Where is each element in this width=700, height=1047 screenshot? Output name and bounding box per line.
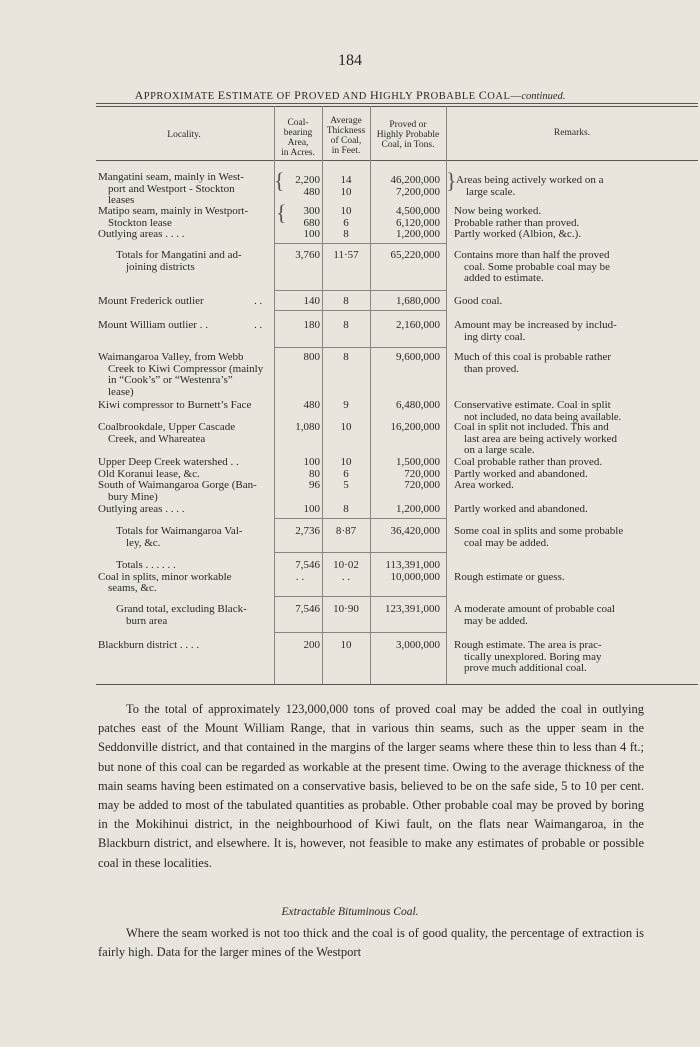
value-line: 10 (340, 205, 352, 217)
row-remarks (454, 296, 694, 308)
subtotal-rule (274, 632, 446, 633)
row-thickness (322, 250, 370, 262)
value-line: 4,500,000 (396, 205, 440, 217)
text-line: Totals . . . . . . (116, 559, 176, 571)
subtotal-rule (274, 243, 446, 244)
value-line: 800 (303, 351, 320, 363)
row-remarks (454, 206, 694, 229)
text-line: leases (108, 194, 135, 206)
row-proved (370, 400, 440, 412)
row-thickness (322, 640, 370, 652)
row-area (280, 504, 320, 516)
text-line: prove much additional coal. (464, 662, 587, 674)
title-part: ROBABLE (423, 91, 479, 102)
text-line: Coal in splits, minor workable (98, 570, 232, 583)
text-line: Creek, and Whareatea (108, 432, 206, 445)
header-area (274, 118, 322, 158)
text-line: Creek to Kiwi Compressor (mainly (108, 362, 264, 375)
value-line: 720,000 (404, 467, 440, 480)
header-line: Thickness (326, 126, 366, 136)
text-line: Area worked. (454, 479, 514, 491)
row-area (280, 422, 320, 434)
row-thickness (322, 400, 370, 412)
text-line: Mount William outlier . . (98, 319, 208, 331)
value-line: 8·87 (335, 525, 357, 537)
row-thickness (322, 352, 370, 364)
text-line: not included, no data being available. (464, 411, 622, 423)
title-part: OAL (487, 91, 511, 102)
value-line: 200 (303, 639, 320, 651)
value-line: 3,760 (295, 249, 320, 261)
text-line: on a large scale. (464, 444, 535, 456)
header-locality: Locality. (167, 130, 201, 140)
row-thickness (322, 175, 370, 198)
value-line: 100 (303, 228, 320, 240)
value-line: 10 (340, 421, 352, 433)
row-area (280, 352, 320, 364)
header-remarks: Remarks. (553, 128, 591, 138)
text-line: last area are being actively worked (464, 432, 618, 445)
text-line: Mount Frederick outlier (98, 295, 204, 307)
row-proved (370, 457, 440, 492)
title-part: IGHLY (379, 91, 416, 102)
row-locality (98, 640, 270, 652)
table-top-rule-2 (96, 106, 698, 107)
header-line: Coal, in Tons. (381, 140, 435, 150)
value-line: 1,680,000 (396, 295, 440, 307)
header-line: Area, (287, 138, 309, 148)
subtotal-rule (274, 552, 446, 553)
row-proved (370, 560, 440, 583)
text-line: Matipo seam, mainly in Westport- (98, 205, 249, 217)
row-proved (370, 175, 440, 198)
row-locality (98, 296, 270, 308)
row-proved (370, 526, 440, 538)
value-line: 140 (303, 295, 320, 307)
text-line: Outlying areas . . . . (98, 503, 185, 515)
text-line: Coal in split not included. This and (454, 421, 609, 433)
text-line: Rough estimate. The area is prac- (454, 639, 602, 651)
row-proved (370, 206, 440, 229)
row-proved (370, 296, 440, 308)
value-line: 113,391,000 (385, 559, 440, 571)
title-part: P (415, 88, 424, 102)
value-line: 100 (303, 456, 320, 468)
value-line: 9,600,000 (396, 351, 440, 363)
row-remarks (454, 320, 694, 343)
value-line: 7,200,000 (396, 185, 440, 198)
row-remarks (456, 175, 696, 198)
text-line: Old Koranui lease, &c. (98, 467, 200, 480)
text-line: port and Westport - Stockton (108, 182, 235, 195)
row-thickness (322, 604, 370, 616)
text-line: Some coal in splits and some probable (454, 525, 624, 537)
value-line: 8 (343, 295, 349, 307)
row-locality (98, 206, 270, 229)
row-locality (116, 604, 272, 627)
text-line: may be added. (464, 614, 528, 627)
row-area (280, 320, 320, 332)
value-line: 10,000,000 (390, 570, 440, 583)
value-line: 1,080 (295, 421, 320, 433)
row-locality (98, 457, 274, 503)
value-line: 1,200,000 (396, 503, 440, 515)
text-line: added to estimate. (464, 272, 544, 284)
table-title: APPROXIMATE ESTIMATE OF PROVED AND HIGHLY PROBABLE COAL—continued. (134, 88, 566, 102)
row-locality (116, 250, 272, 273)
title-part: A (134, 88, 144, 102)
text-line: in “Cook’s” or “Westenra’s” (108, 374, 233, 386)
brace-symbol: { (274, 168, 285, 193)
value-line: 8 (343, 319, 349, 331)
text-line: Good coal. (454, 295, 503, 307)
value-line: 9 (343, 399, 349, 411)
text-line: coal may be added. (464, 536, 549, 549)
row-remarks (454, 504, 694, 516)
row-area (280, 229, 320, 241)
row-area (280, 175, 320, 198)
value-line: 8 (343, 228, 349, 240)
subtotal-rule (274, 310, 446, 311)
row-thickness (322, 296, 370, 308)
text-line: Probable rather than proved. (454, 216, 580, 229)
row-area (280, 560, 320, 583)
row-area (280, 296, 320, 308)
value-line: 11·57 (333, 249, 359, 261)
text-line: large scale. (466, 185, 516, 198)
row-area (280, 400, 320, 412)
subtotal-rule (274, 347, 446, 348)
title-continued: continued. (521, 91, 566, 102)
body-paragraph (98, 700, 644, 873)
value-line: 480 (303, 399, 320, 411)
header-line: bearing (283, 128, 313, 138)
paragraph-text: To the total of approximately 123,000,000 tons of proved coal may be added the coal in outlying patches east of the Mount William Range, that in various thin seams, such as the upper seam in the Seddonville district, and that contained in the margins of the larger seams where these thin to less than 4 ft.; but none of this coal can be regarded as workable at the present time. Owing to the average thickness of the main seams having been estimated on a conservative basis, believed to be on the safe side, 5 to 10 per cent. may be added to most of the tabulated quantities as probable. Other probable coal may be proved by boring in the Mokihinui district, in the neighbourhood of Kiwi fault, on the flats near Waimangaroa, in the Blackburn district, and elsewhere. It is, however, not feasible to make any estimates of probable or possible coal in these localities. (98, 702, 644, 870)
header-bottom-rule (96, 160, 698, 161)
value-line: 680 (303, 216, 320, 229)
row-thickness (322, 457, 370, 492)
value-line: 6 (343, 216, 349, 229)
row-thickness (322, 422, 370, 434)
text-line: ing dirty coal. (464, 330, 526, 343)
row-thickness (322, 229, 370, 241)
text-line: lease) (108, 385, 134, 398)
row-proved (370, 604, 440, 616)
row-proved (370, 229, 440, 241)
dot-leader: . . (254, 319, 263, 331)
row-area (280, 206, 320, 229)
value-line: 3,000,000 (396, 639, 440, 651)
row-thickness (322, 504, 370, 516)
header-thickness (322, 116, 370, 156)
row-remarks (454, 457, 694, 492)
text-line: Grand total, excluding Black- (116, 603, 247, 615)
row-proved (370, 250, 440, 262)
row-locality (98, 172, 270, 207)
row-proved (370, 422, 440, 434)
text-line (454, 560, 694, 572)
row-area (280, 604, 320, 616)
text-line: coal. Some probable coal may be (464, 260, 611, 273)
text-line: Mangatini seam, mainly in West- (98, 171, 244, 183)
text-line: joining districts (126, 260, 195, 273)
value-line: 8 (343, 503, 349, 515)
title-part: P (294, 88, 302, 102)
value-line: 10·90 (333, 603, 359, 615)
row-locality (116, 526, 272, 549)
section-subheading: Extractable Bituminous Coal. (281, 906, 419, 918)
row-locality (98, 352, 270, 398)
header-line: Highly Probable (376, 130, 440, 140)
row-locality (98, 320, 270, 332)
paragraph-text: Where the seam worked is not too thick and the coal is of good quality, the percentage of extraction is fairly high. Data for the larger mines of the Westport (98, 926, 644, 960)
row-area (280, 457, 320, 492)
row-locality (98, 400, 274, 412)
text-line: Totals for Mangatini and ad- (116, 249, 242, 261)
value-line: 10 (340, 639, 352, 651)
row-thickness (322, 526, 370, 538)
header-line: Coal- (287, 118, 309, 128)
text-line: Areas being actively worked on a (456, 174, 604, 186)
value-line: 720,000 (404, 479, 440, 491)
value-line: 6,480,000 (396, 399, 440, 411)
page-number: 184 (338, 52, 362, 69)
title-part: C (478, 88, 488, 102)
text-line: Upper Deep Creek watershed . . (98, 456, 239, 468)
text-line: Totals for Waimangaroa Val- (116, 525, 243, 537)
value-line: 36,420,000 (390, 525, 440, 537)
header-line: Proved or (389, 120, 427, 130)
row-proved (370, 352, 440, 364)
text-line: Partly worked and abandoned. (454, 503, 588, 515)
title-part: STIMATE OF (225, 91, 295, 102)
row-area (280, 250, 320, 262)
value-line: 6 (343, 467, 349, 480)
text-line: Conservative estimate. Coal in split (454, 399, 611, 411)
title-part: PPROXIMATE (143, 91, 218, 102)
value-line: 300 (303, 205, 320, 217)
value-line: 2,736 (295, 525, 320, 537)
value-line: 180 (303, 319, 320, 331)
text-line: South of Waimangaroa Gorge (Ban- (98, 479, 257, 491)
row-remarks (454, 560, 694, 583)
row-thickness (322, 206, 370, 229)
row-area (280, 526, 320, 538)
row-locality (98, 229, 270, 241)
text-line: Contains more than half the proved (454, 249, 610, 261)
text-line: Partly worked and abandoned. (454, 467, 588, 480)
value-line: 100 (303, 503, 320, 515)
header-line: Average (330, 116, 362, 126)
header-line: of Coal, (330, 136, 362, 146)
value-line: 65,220,000 (390, 249, 440, 261)
text-line: Stockton lease (108, 216, 172, 229)
value-line: 96 (309, 479, 320, 491)
text-line: seams, &c. (108, 582, 157, 594)
row-proved (370, 504, 440, 516)
row-remarks (454, 229, 694, 241)
value-line: 10 (340, 185, 352, 198)
row-remarks (454, 640, 694, 675)
text-line: Partly worked (Albion, &c.). (454, 228, 582, 240)
text-line: tically unexplored. Boring may (464, 650, 602, 663)
value-line: 123,391,000 (385, 603, 440, 615)
row-area (280, 640, 320, 652)
value-line: 2,200 (295, 174, 320, 186)
value-line: 16,200,000 (390, 421, 440, 433)
value-line: . . (295, 570, 305, 583)
text-line: ley, &c. (126, 536, 161, 549)
row-locality (98, 504, 270, 516)
value-line: 1,500,000 (396, 456, 440, 468)
value-line: 7,546 (295, 559, 320, 571)
value-line: 10·02 (333, 559, 359, 571)
header-line: in Acres. (281, 148, 315, 158)
value-line: 1,200,000 (396, 228, 440, 240)
dot-leader: . . (254, 295, 263, 307)
body-paragraph (98, 924, 644, 962)
value-line: 480 (303, 185, 320, 198)
value-line: . . (341, 570, 351, 583)
text-line: burn area (126, 614, 168, 627)
value-line: 8 (343, 351, 349, 363)
value-line: 7,546 (295, 603, 320, 615)
row-remarks (454, 352, 694, 375)
value-line: 80 (309, 467, 320, 480)
header-line: in Feet. (331, 146, 361, 156)
text-line: Blackburn district . . . . (98, 639, 200, 651)
text-line: Amount may be increased by includ- (454, 319, 617, 331)
subtotal-rule (274, 290, 446, 291)
table-top-rule (96, 103, 698, 104)
table-bottom-rule (96, 684, 698, 685)
row-locality (98, 422, 270, 445)
value-line: 2,160,000 (396, 319, 440, 331)
text-line: Coalbrookdale, Upper Cascade (98, 421, 236, 433)
subtotal-rule (274, 596, 446, 597)
value-line: 14 (340, 174, 352, 186)
row-remarks (454, 604, 694, 627)
text-line: Kiwi compressor to Burnett’s Face (98, 399, 252, 411)
text-line: Waimangaroa Valley, from Webb (98, 351, 244, 363)
text-line: Now being worked. (454, 205, 542, 217)
text-line: than proved. (464, 362, 519, 375)
row-remarks (454, 400, 698, 423)
value-line: 5 (343, 479, 349, 491)
value-line: 46,200,000 (390, 174, 440, 186)
row-remarks (454, 526, 694, 549)
brace-symbol: { (276, 200, 287, 225)
row-remarks (454, 250, 694, 285)
value-line: 6,120,000 (396, 216, 440, 229)
brace-symbol: } (446, 168, 457, 193)
row-proved (370, 320, 440, 332)
header-proved (370, 120, 446, 150)
title-part: ROVED AND (301, 91, 370, 102)
row-locality (98, 560, 270, 595)
title-part: H (369, 88, 380, 102)
text-line: Rough estimate or guess. (454, 570, 565, 583)
row-thickness (322, 320, 370, 332)
text-line: Outlying areas . . . . (98, 228, 185, 240)
text-line: Coal probable rather than proved. (454, 456, 603, 468)
row-remarks (454, 422, 694, 457)
title-part: E (217, 88, 226, 102)
row-thickness (322, 560, 370, 583)
text-line: bury Mine) (108, 490, 158, 503)
row-proved (370, 640, 440, 652)
text-line: A moderate amount of probable coal (454, 603, 615, 615)
value-line: 10 (340, 456, 352, 468)
subtotal-rule (274, 518, 446, 519)
text-line: Much of this coal is probable rather (454, 351, 612, 363)
